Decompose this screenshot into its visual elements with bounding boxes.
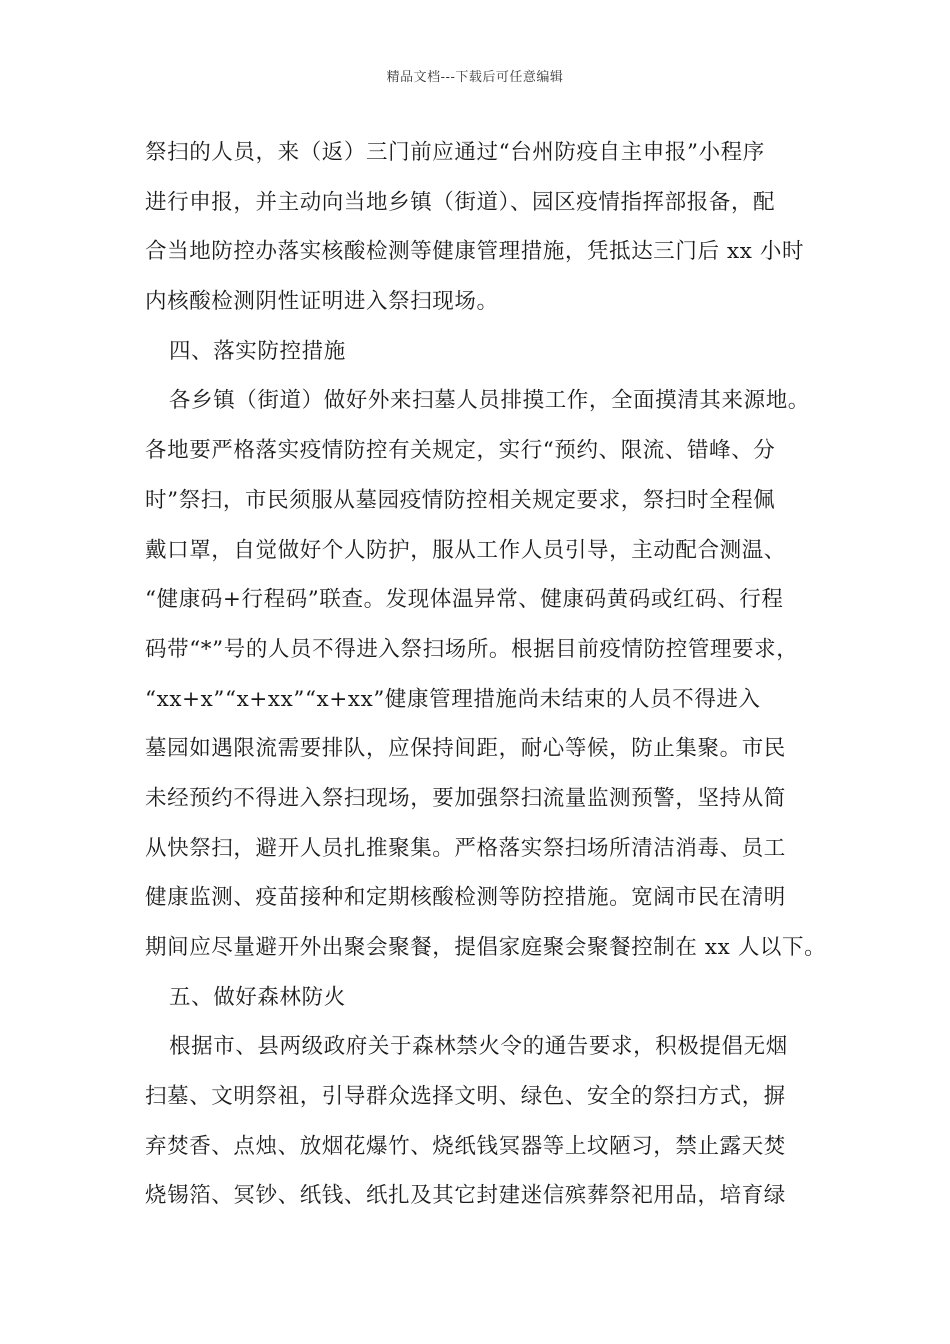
- section-heading-5: 五、做好森林防火: [169, 984, 346, 1010]
- body-line: 码带“*”号的人员不得进入祭扫场所。根据目前疫情防控管理要求，: [145, 636, 799, 662]
- body-line: 健康监测、疫苗接种和定期核酸检测等防控措施。宽阔市民在清明: [145, 885, 786, 911]
- body-line: 弃焚香、点烛、放烟花爆竹、烧纸钱冥器等上坟陋习，禁止露天焚: [145, 1133, 786, 1159]
- body-line: 进行申报，并主动向当地乡镇（街道）、园区疫情指挥部报备，配: [145, 189, 776, 215]
- section-heading-4: 四、落实防控措施: [169, 338, 346, 364]
- body-line: 烧锡箔、冥钞、纸钱、纸扎及其它封建迷信殡葬祭祀用品，培育绿: [145, 1183, 786, 1209]
- body-line: “健康码+行程码”联查。发现体温异常、健康码黄码或红码、行程: [145, 587, 784, 613]
- document-body: [145, 128, 827, 1221]
- body-line: 从快祭扫，避开人员扎推聚集。严格落实祭扫场所清洁消毒、员工: [145, 835, 786, 861]
- body-line: 合当地防控办落实核酸检测等健康管理措施，凭抵达三门后 xx 小时: [145, 239, 805, 265]
- paragraph-start-line: 根据市、县两级政府关于森林禁火令的通告要求，积极提倡无烟: [169, 1034, 788, 1060]
- body-line: 期间应尽量避开外出聚会聚餐，提倡家庭聚会聚餐控制在 xx 人以下。: [145, 935, 827, 960]
- page-header: 精品文档---下载后可任意编辑: [386, 70, 564, 85]
- body-line: 戴口罩，自觉做好个人防护，服从工作人员引导，主动配合测温、: [145, 537, 786, 563]
- body-line: 时”祭扫，市民须服从墓园疫情防控相关规定要求，祭扫时全程佩: [145, 487, 776, 513]
- body-line: “xx+x”“x+xx”“x+xx”健康管理措施尚未结束的人员不得进入: [145, 686, 761, 712]
- body-line: 扫墓、文明祭祖，引导群众选择文明、绿色、安全的祭扫方式，摒: [145, 1084, 786, 1110]
- body-line: 祭扫的人员，来（返）三门前应通过“台州防疫自主申报”小程序: [145, 140, 765, 165]
- body-line: 内核酸检测阴性证明进入祭扫现场。: [145, 289, 499, 315]
- paragraph-start-line: 各乡镇（街道）做好外来扫墓人员排摸工作，全面摸清其来源地。: [169, 388, 810, 414]
- body-line: 未经预约不得进入祭扫现场，要加强祭扫流量监测预警，坚持从简: [145, 785, 786, 811]
- body-line: 各地要严格落实疫情防控有关规定，实行“预约、限流、错峰、分: [145, 438, 776, 464]
- body-line: 墓园如遇限流需要排队，应保持间距，耐心等候，防止集聚。市民: [145, 736, 786, 762]
